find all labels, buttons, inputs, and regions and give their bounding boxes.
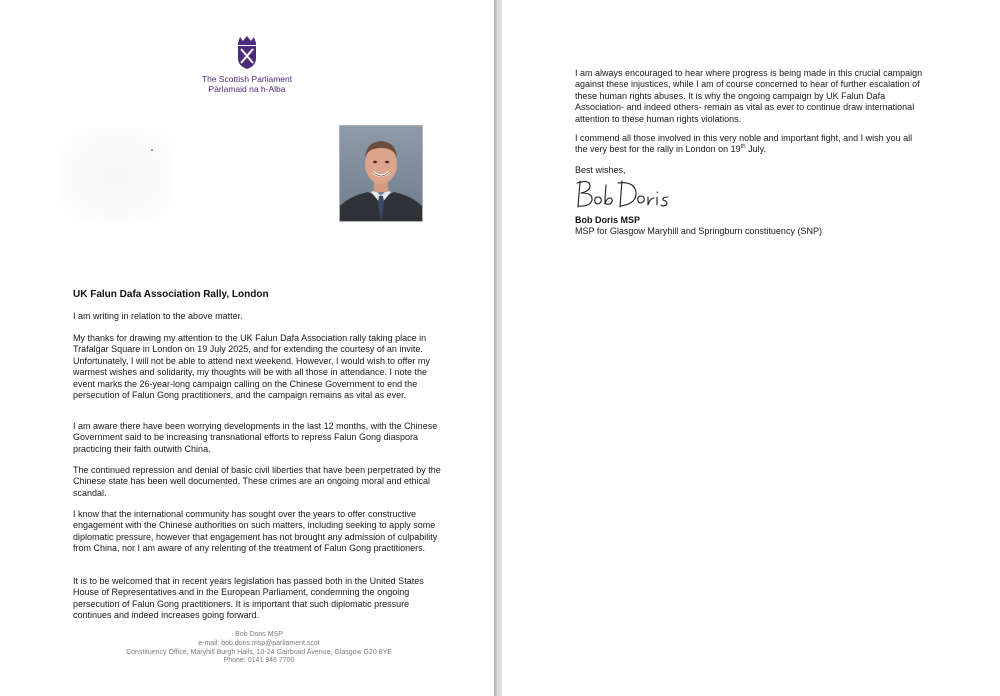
signatory-name: Bob Doris MSP xyxy=(575,215,641,225)
date-ordinal-suffix: th xyxy=(740,144,746,151)
handwritten-signature xyxy=(574,177,674,213)
letter-heading: UK Falun Dafa Association Rally, London xyxy=(73,289,269,300)
letter-paragraph: The continued repression and denial of basic civil liberties that have been perpetrated by the Chinese state has been well documented. These crimes are an ongoing moral and ethical scandal. xyxy=(73,465,441,498)
letter-page-1 xyxy=(0,0,494,696)
letter-page-2 xyxy=(502,0,1000,696)
letter-paragraph: My thanks for drawing my attention to the UK Falun Dafa Association rally taking place in Trafalgar Square in London on 19 July 2025, and for extending the courtesy of an invite. Unfortunately, I will not be able to attend next weekend. However, I would wish to offer my warmest wishes and solidarity, my thoughts will be with all those in attendance. I note the event marks the 26-year-long campaign calling on the Chinese Government to end the persecution of Falun Gong practitioners, and the campaign remains as vital as ever. xyxy=(73,333,430,401)
scan-speck xyxy=(151,149,153,151)
final-paragraph-end: July. xyxy=(745,144,766,155)
letter-paragraph-final xyxy=(575,133,923,156)
scottish-parliament-crest-icon xyxy=(235,36,259,70)
msp-portrait-photo xyxy=(339,125,423,222)
final-paragraph-text: I commend all those involved in this very noble and important fight, and I wish you all the very best for the rally in London on 19 xyxy=(575,133,913,155)
letter-paragraph: It is to be welcomed that in recent years legislation has passed both in the United States House of Representatives and in the European Parliament, condemning the ongoing persecution of Falun Gong practitioners. It is important that such diplomatic pressure continues and indeed increases going forward. xyxy=(73,576,424,621)
letter-footer xyxy=(73,631,445,666)
letter-paragraph: I am always encouraged to hear where progress is being made in this crucial campaign against these injustices, while I am of course concerned to hear of further escalation of these human rights abuses. It is why the ongoing campaign by UK Falun Dafa Association- and indeed others- remain as vital as ever to continue draw international attention to these human rights violations. xyxy=(575,68,923,124)
scan-artefact xyxy=(62,128,172,223)
footer-name: Bob Doris MSP xyxy=(235,631,283,638)
footer-email: e-mail: bob.doris.msp@parliament.scot xyxy=(198,639,320,647)
footer-office-address: Constituency Office, Maryhill Burgh Halls, 10-24 Gairbraid Avenue, Glasgow G20 8YE xyxy=(126,648,392,656)
letter-paragraph: I am aware there have been worrying developments in the last 12 months, with the Chinese Government said to be increasing transnational efforts to repress Falun Gong diaspora practicing their faith outwith China. xyxy=(73,421,438,454)
parliament-name-gaelic: Pàrlamaid na h-Alba xyxy=(208,84,286,94)
letter-closing: Best wishes, xyxy=(575,165,626,175)
letter-paragraph: I am writing in relation to the above matter. xyxy=(73,311,243,321)
signatory-title: MSP for Glasgow Maryhill and Springburn constituency (SNP) xyxy=(575,226,822,236)
parliament-name-english: The Scottish Parliament xyxy=(201,74,293,84)
footer-phone: Phone: 0141 946 7700 xyxy=(223,657,295,665)
letter-paragraph: I know that the international community has sought over the years to offer constructive engagement with the Chinese authorities on such matters, including seeking to apply some diplomatic pressure, however that engagement has not brought any admission of culpability from China, nor I am aware of any relenting of the treatment of Falun Gong practitioners. xyxy=(73,509,438,554)
page-divider xyxy=(494,0,502,696)
